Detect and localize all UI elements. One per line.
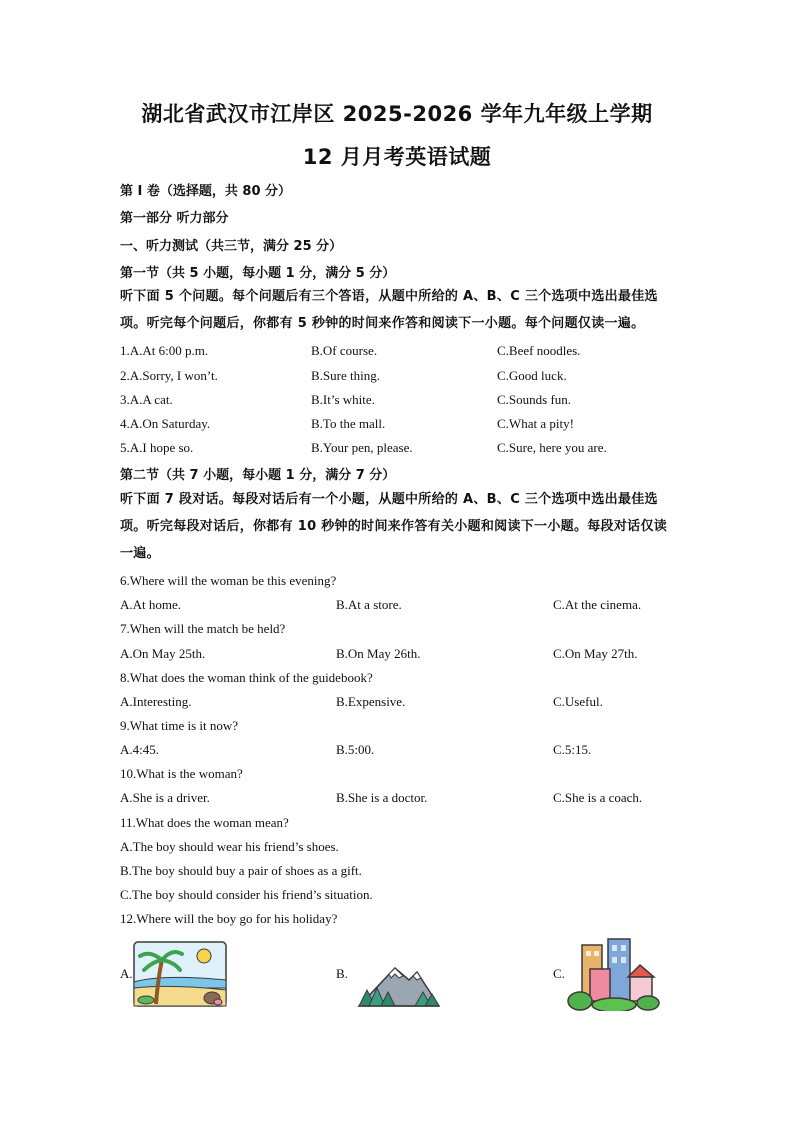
q3-option-c: C.Sounds fun. <box>497 392 572 407</box>
volume-heading: 第 I 卷（选择题，共 80 分） <box>120 184 292 199</box>
section1-heading: 第一节（共 5 小题，每小题 1 分，满分 5 分） <box>120 266 396 281</box>
section2-heading: 第二节（共 7 小题，每小题 1 分，满分 7 分） <box>120 468 396 483</box>
q6-question: 6.Where will the woman be this evening? <box>120 573 337 588</box>
q2-option-c: C.Good luck. <box>497 368 567 383</box>
section2-instructions: 听下面 7 段对话。每段对话后有一个小题，从题中所给的 A、B、C 三个选项中选出最佳选项。听完每段对话后，你都有 10 秒钟的时间来作答有关小题和阅读下一小题。每段对话仅读一遍。 <box>120 492 668 561</box>
q8-question: 8.What does the woman think of the guidebook? <box>120 670 373 685</box>
exam-title-line1: 湖北省武汉市江岸区 2025-2026 学年九年级上学期 <box>141 102 653 126</box>
q1-option-b: B.Of course. <box>311 343 378 358</box>
q8-option-c: C.Useful. <box>553 694 603 709</box>
part-heading: 第一部分 听力部分 <box>120 211 229 226</box>
q1-option-a: 1.A.At 6:00 p.m. <box>120 343 209 358</box>
q4-option-c: C.What a pity! <box>497 416 574 431</box>
q7-option-c: C.On May 27th. <box>553 646 638 661</box>
q9-option-b: B.5:00. <box>336 742 375 757</box>
q9-option-a: A.4:45. <box>120 742 159 757</box>
mountain-forest-icon <box>355 960 441 1010</box>
q5-option-b: B.Your pen, please. <box>311 440 413 455</box>
q11-question: 11.What does the woman mean? <box>120 815 289 830</box>
beach-island-icon <box>132 938 228 1010</box>
q1-option-c: C.Beef noodles. <box>497 343 581 358</box>
q11-option-a: A.The boy should wear his friend’s shoes. <box>120 839 339 854</box>
section-heading: 一、听力测试（共三节，满分 25 分） <box>120 239 343 254</box>
q11-option-b: B.The boy should buy a pair of shoes as a gift. <box>120 863 362 878</box>
q7-question: 7.When will the match be held? <box>120 621 286 636</box>
q7-option-b: B.On May 26th. <box>336 646 421 661</box>
section1-instructions: 听下面 5 个问题。每个问题后有三个答语，从题中所给的 A、B、C 三个选项中选出最佳选项。听完每个问题后，你都有 5 秒钟的时间来作答和阅读下一小题。每个问题仅读一遍。 <box>120 289 658 331</box>
q12-option-b-label: B. <box>336 966 348 981</box>
q3-option-a: 3.A.A cat. <box>120 392 173 407</box>
q6-option-a: A.At home. <box>120 597 182 612</box>
q12-option-c-label: C. <box>553 966 565 981</box>
q4-option-a: 4.A.On Saturday. <box>120 416 211 431</box>
q2-option-b: B.Sure thing. <box>311 368 380 383</box>
q8-option-a: A.Interesting. <box>120 694 192 709</box>
q11-option-c: C.The boy should consider his friend’s situation. <box>120 887 373 902</box>
q5-option-a: 5.A.I hope so. <box>120 440 194 455</box>
q4-option-b: B.To the mall. <box>311 416 386 431</box>
city-buildings-icon <box>566 937 660 1011</box>
q10-option-b: B.She is a doctor. <box>336 790 428 805</box>
q9-question: 9.What time is it now? <box>120 718 239 733</box>
q10-question: 10.What is the woman? <box>120 766 243 781</box>
q7-option-a: A.On May 25th. <box>120 646 206 661</box>
q3-option-b: B.It’s white. <box>311 392 375 407</box>
q6-option-b: B.At a store. <box>336 597 402 612</box>
q5-option-c: C.Sure, here you are. <box>497 440 607 455</box>
q9-option-c: C.5:15. <box>553 742 592 757</box>
q6-option-c: C.At the cinema. <box>553 597 642 612</box>
q10-option-c: C.She is a coach. <box>553 790 643 805</box>
exam-title-line2: 12 月月考英语试题 <box>302 145 492 169</box>
q10-option-a: A.She is a driver. <box>120 790 210 805</box>
q8-option-b: B.Expensive. <box>336 694 406 709</box>
q12-option-a-label: A. <box>120 966 133 981</box>
q2-option-a: 2.A.Sorry, I won’t. <box>120 368 218 383</box>
q12-question: 12.Where will the boy go for his holiday? <box>120 911 338 926</box>
